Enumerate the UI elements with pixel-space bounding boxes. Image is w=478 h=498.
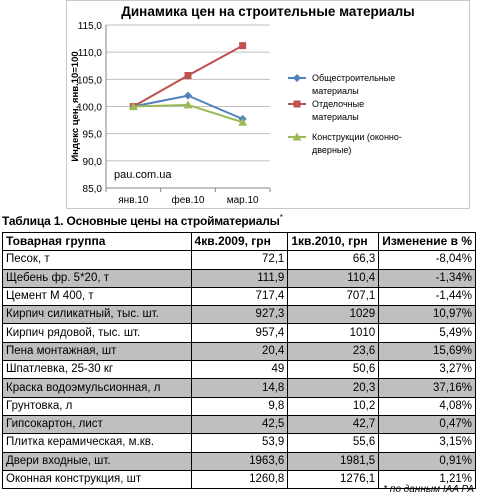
y-tick-label: 105,0 — [76, 75, 102, 87]
cell-change: -1,44% — [379, 287, 476, 305]
cell-q1-2010: 1276,1 — [288, 470, 379, 488]
x-tick-label: янв.10 — [118, 195, 149, 206]
cell-change: 0,91% — [379, 452, 476, 470]
data-point-series-2 — [185, 72, 192, 79]
header-change-percent: Изменение в % — [379, 233, 476, 251]
cell-product: Шпатлевка, 25-30 кг — [3, 361, 192, 379]
table-row — [3, 361, 476, 379]
y-axis-label: Индекс цен, янв.10=100 — [70, 51, 81, 162]
cell-product: Щебень фр. 5*20, т — [3, 269, 192, 287]
table-row — [3, 452, 476, 470]
cell-q1-2010: 50,6 — [288, 361, 379, 379]
y-tick-label: 85,0 — [82, 184, 102, 195]
cell-q1-2010: 55,6 — [288, 434, 379, 452]
cell-q4-2009: 927,3 — [191, 306, 288, 324]
cell-change: 37,16% — [379, 379, 476, 397]
table-caption — [2, 213, 283, 228]
legend-label: дверные) — [312, 145, 352, 155]
cell-change: 3,15% — [379, 434, 476, 452]
table-header-row — [3, 233, 476, 251]
cell-q4-2009: 49 — [191, 361, 288, 379]
legend-label: Отделочные — [312, 99, 365, 109]
cell-change: 0,47% — [379, 415, 476, 433]
cell-q1-2010: 1010 — [288, 324, 379, 342]
table-row — [3, 434, 476, 452]
x-tick-label: фев.10 — [171, 195, 205, 206]
cell-product: Кирпич рядовой, тыс. шт. — [3, 324, 192, 342]
cell-q1-2010: 23,6 — [288, 342, 379, 360]
cell-change: 1,21% — [379, 470, 476, 488]
cell-product: Грунтовка, л — [3, 397, 192, 415]
y-tick-label: 95,0 — [82, 129, 102, 141]
cell-product: Краска водоэмульсионная, л — [3, 379, 192, 397]
table-row — [3, 287, 476, 305]
table-body — [3, 251, 476, 489]
y-tick-label: 100,0 — [76, 102, 102, 114]
legend-label: Общестроительные — [312, 73, 396, 83]
cell-change: -8,04% — [379, 251, 476, 269]
table-caption-text: Таблица 1. Основные цены на стройматериалы — [2, 214, 280, 228]
cell-product: Двери входные, шт. — [3, 452, 192, 470]
x-tick-label: мар.10 — [226, 195, 259, 206]
price-dynamics-chart — [66, 0, 470, 209]
y-tick-label: 115,0 — [77, 21, 102, 32]
table-row — [3, 415, 476, 433]
cell-q4-2009: 1260,8 — [191, 470, 288, 488]
cell-q1-2010: 20,3 — [288, 379, 379, 397]
cell-q4-2009: 1963,6 — [191, 452, 288, 470]
cell-q4-2009: 111,9 — [191, 269, 288, 287]
table-row — [3, 324, 476, 342]
legend-label: Конструкции (оконно- — [312, 132, 402, 142]
cell-q4-2009: 42,5 — [191, 415, 288, 433]
cell-q1-2010: 1981,5 — [288, 452, 379, 470]
chart-title: Динамика цен на строительные материалы — [121, 4, 415, 19]
header-q1-2010: 1кв.2010, грн — [288, 233, 379, 251]
cell-product: Оконная конструкция, шт — [3, 470, 192, 488]
cell-q1-2010: 66,3 — [288, 251, 379, 269]
cell-q1-2010: 110,4 — [288, 269, 379, 287]
cell-q1-2010: 10,2 — [288, 397, 379, 415]
cell-q1-2010: 1029 — [288, 306, 379, 324]
cell-change: 15,69% — [379, 342, 476, 360]
table-caption-mark: * — [279, 213, 283, 222]
header-q4-2009: 4кв.2009, грн — [191, 233, 288, 251]
table-row — [3, 342, 476, 360]
cell-product: Кирпич силикатный, тыс. шт. — [3, 306, 192, 324]
table-row — [3, 269, 476, 287]
cell-q1-2010: 707,1 — [288, 287, 379, 305]
cell-q4-2009: 53,9 — [191, 434, 288, 452]
header-product-group: Товарная группа — [3, 233, 192, 251]
footnote: * по данным IAA PA — [383, 484, 474, 495]
cell-change: 3,27% — [379, 361, 476, 379]
cell-q4-2009: 717,4 — [191, 287, 288, 305]
legend-marker-2 — [294, 101, 301, 108]
cell-product: Цемент М 400, т — [3, 287, 192, 305]
data-point-series-1 — [184, 92, 192, 100]
cell-product: Плитка керамическая, м.кв. — [3, 434, 192, 452]
cell-product: Песок, т — [3, 251, 192, 269]
cell-q4-2009: 72,1 — [191, 251, 288, 269]
cell-q4-2009: 9,8 — [191, 397, 288, 415]
table-row — [3, 251, 476, 269]
cell-change: 4,08% — [379, 397, 476, 415]
cell-q1-2010: 42,7 — [288, 415, 379, 433]
cell-change: 10,97% — [379, 306, 476, 324]
watermark-text: pau.com.ua — [114, 169, 172, 181]
cell-q4-2009: 14,8 — [191, 379, 288, 397]
cell-product: Пена монтажная, шт — [3, 342, 192, 360]
legend-label: материалы — [312, 112, 359, 122]
legend-marker-1 — [293, 74, 301, 82]
y-tick-label: 90,0 — [82, 156, 102, 168]
cell-change: 5,49% — [379, 324, 476, 342]
cell-q4-2009: 20,4 — [191, 342, 288, 360]
table-row — [3, 306, 476, 324]
y-tick-label: 110,0 — [77, 48, 102, 60]
cell-change: -1,34% — [379, 269, 476, 287]
cell-q4-2009: 957,4 — [191, 324, 288, 342]
table-row — [3, 397, 476, 415]
legend-label: материалы — [312, 86, 359, 96]
data-point-series-2 — [239, 42, 246, 49]
prices-table — [2, 232, 476, 489]
table-row — [3, 379, 476, 397]
cell-product: Гипсокартон, лист — [3, 415, 192, 433]
